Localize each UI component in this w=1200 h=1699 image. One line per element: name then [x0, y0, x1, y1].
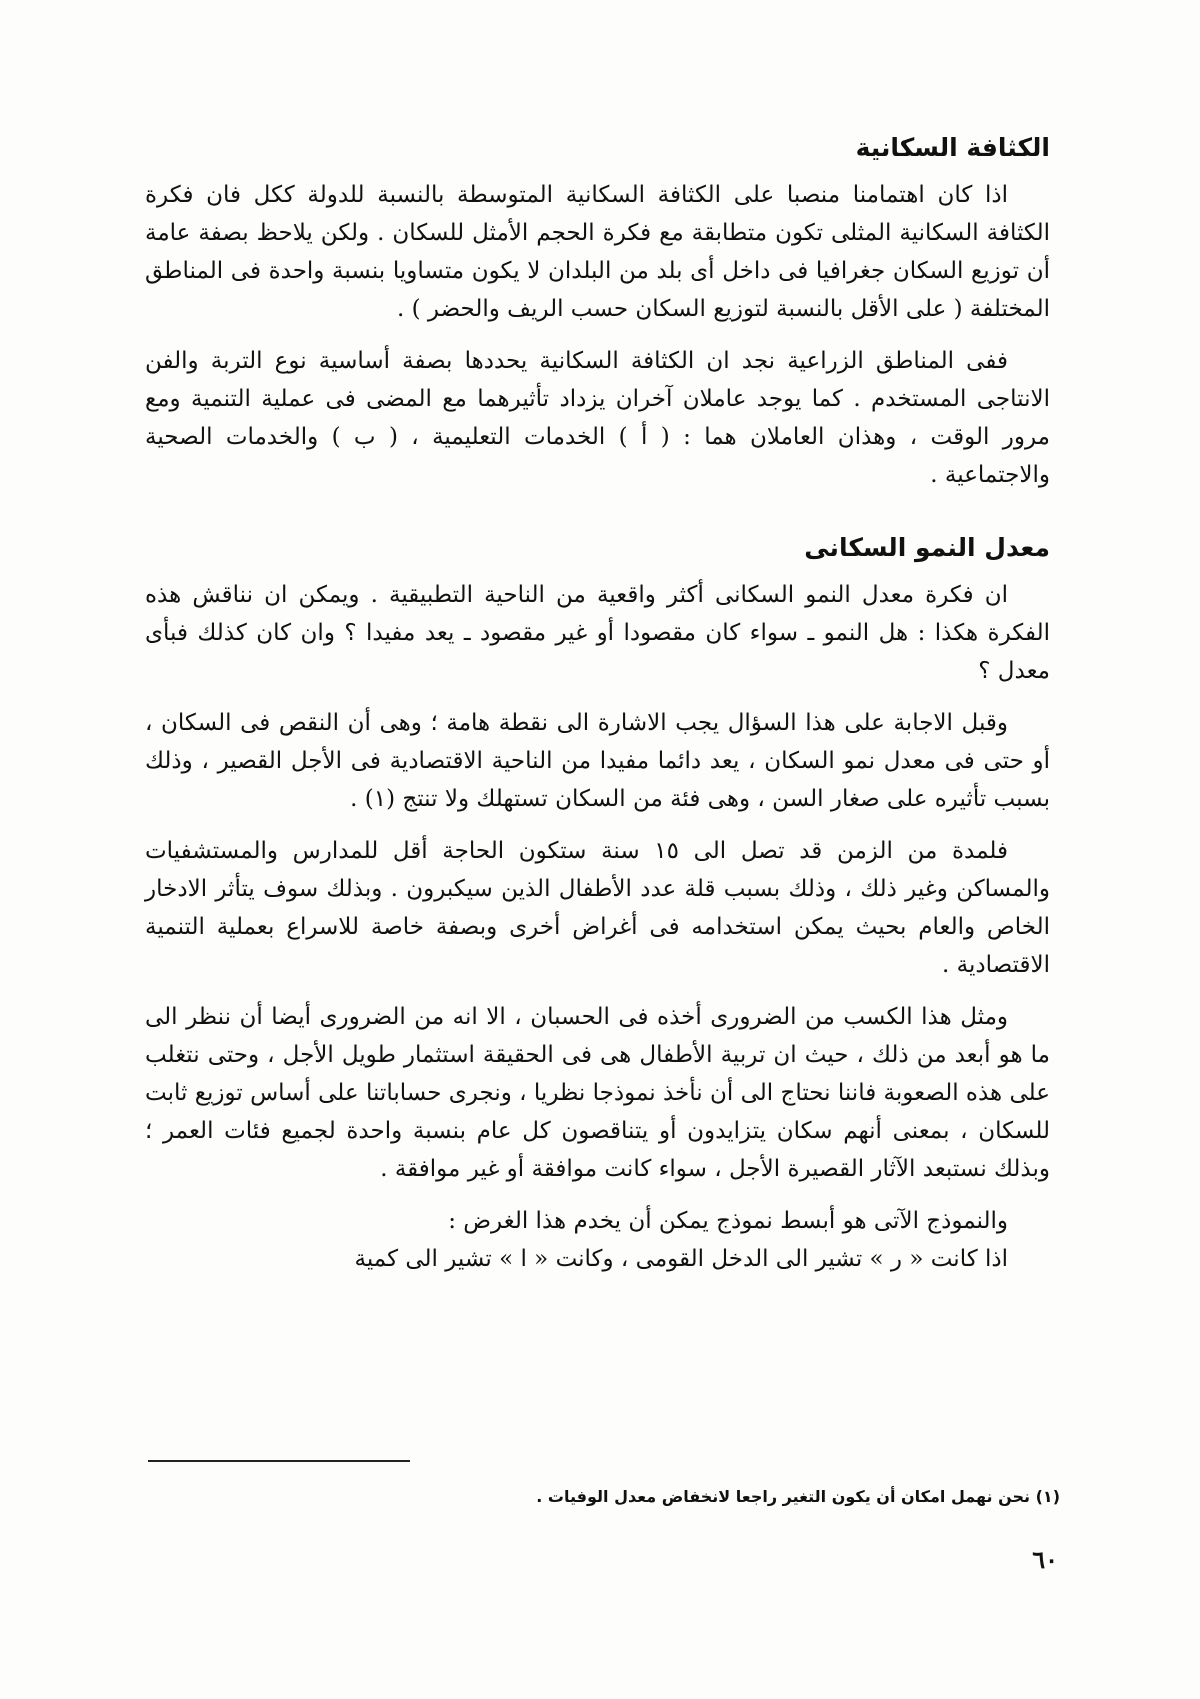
- footnote: (١) نحن نهمل امكان أن يكون التغير راجعا لانخفاض معدل الوفيات .: [536, 1487, 1060, 1506]
- paragraph: فلمدة من الزمن قد تصل الى ١٥ سنة ستكون الحاجة أقل للمدارس والمستشفيات والمساكن وغير ذلك ، وذلك بسبب قلة عدد الأطفال الذين سيكبرون . وبذلك سوف يتأثر الادخار الخاص والعام بحيث يمكن استخدامه فى أغراض أخرى وبصفة خاصة للاسراع بعملية التنمية الاقتصادية .: [145, 838, 1050, 978]
- paragraph: وقبل الاجابة على هذا السؤال يجب الاشارة الى نقطة هامة ؛ وهى أن النقص فى السكان ، أو حتى فى معدل نمو السكان ، يعد دائما مفيدا من الناحية الاقتصادية فى الأجل القصير ، وذلك بسبب تأثيره على صغار السن ، وهى فئة من السكان تستهلك ولا تنتج (١) .: [145, 710, 1050, 812]
- paragraph: ففى المناطق الزراعية نجد ان الكثافة السكانية يحددها بصفة أساسية نوع التربة والفن الانتاجى المستخدم . كما يوجد عاملان آخران يزداد تأثيرهما مع المضى فى عملية التنمية ومع مرور الوقت ، وهذان العاملان هما : ( أ ) الخدمات التعليمية ، ( ب ) والخدمات الصحية والاجتماعية .: [145, 348, 1050, 488]
- paragraph: والنموذج الآتى هو أبسط نموذج يمكن أن يخدم هذا الغرض :: [448, 1208, 1008, 1234]
- section-heading-population-density: الكثافة السكانية: [855, 133, 1050, 162]
- page-body: [145, 128, 1050, 1278]
- paragraph: اذا كان اهتمامنا منصبا على الكثافة السكانية المتوسطة بالنسبة للدولة ككل فان فكرة الكثافة السكانية المثلى تكون متطابقة مع فكرة الحجم الأمثل للسكان . ولكن يلاحظ بصفة عامة أن توزيع السكان جغرافيا فى داخل أى بلد من البلدان لا يكون متساويا بنسبة واحدة فى المناطق المختلفة ( على الأقل بالنسبة لتوزيع السكان حسب الريف والحضر ) .: [145, 182, 1050, 322]
- section-heading-growth-rate: معدل النمو السكانى: [804, 533, 1050, 562]
- paragraph: ومثل هذا الكسب من الضرورى أخذه فى الحسبان ، الا انه من الضرورى أيضا أن ننظر الى ما هو أبعد من ذلك ، حيث ان تربية الأطفال هى فى الحقيقة استثمار طويل الأجل ، وحتى نتغلب على هذه الصعوبة فاننا نحتاج الى أن نأخذ نموذجا نظريا ، ونجرى حساباتنا على أساس توزيع ثابت للسكان ، بمعنى أنهم سكان يتزايدون أو يتناقصون كل عام بنسبة واحدة لجميع فئات العمر ؛ وبذلك نستبعد الآثار القصيرة الأجل ، سواء كانت موافقة أو غير موافقة .: [145, 1004, 1050, 1182]
- paragraph: ان فكرة معدل النمو السكانى أكثر واقعية من الناحية التطبيقية . ويمكن ان نناقش هذه الفكرة هكذا : هل النمو ـ سواء كان مقصودا أو غير مقصود ـ يعد مفيدا ؟ وان كان كذلك فبأى معدل ؟: [145, 582, 1050, 684]
- footnote-divider: [148, 1460, 410, 1462]
- paragraph: اذا كانت « ر » تشير الى الدخل القومى ، وكانت « ا » تشير الى كمية: [354, 1246, 1008, 1272]
- section-spacer: [145, 508, 1050, 528]
- page-number: ٦٠: [1032, 1545, 1058, 1574]
